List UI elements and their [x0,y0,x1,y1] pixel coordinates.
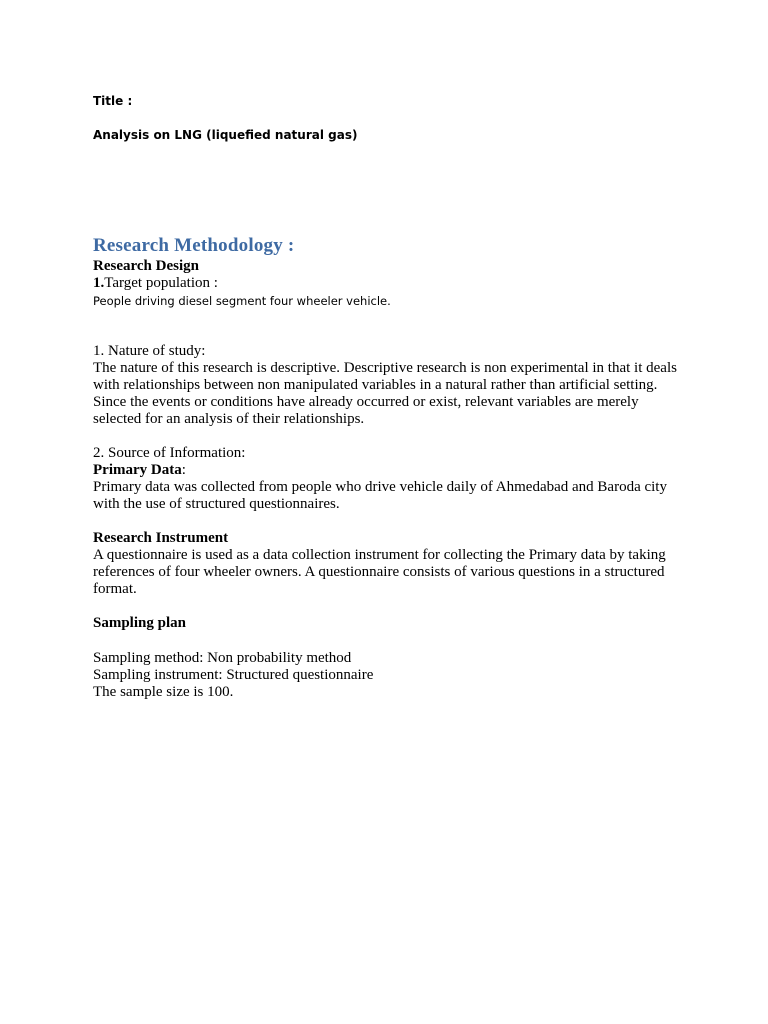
target-number: 1. [93,275,105,291]
target-population-value: People driving diesel segment four wheeler vehicle. [93,294,391,308]
primary-data-label: Primary Data [93,462,182,478]
sampling-instrument: Sampling instrument: Structured questionnaire [93,667,374,683]
section-heading: Research Methodology : [93,235,295,256]
title-label: Title : [93,94,133,108]
sampling-plan-heading: Sampling plan [93,615,186,631]
primary-data-line [93,462,186,479]
source-heading: 2. Source of Information: [93,445,246,461]
instrument-line-3: format. [93,581,137,597]
source-line-1: Primary data was collected from people who drive vehicle daily of Ahmedabad and Baroda city [93,479,667,495]
target-population-label: Target population : [104,275,218,291]
research-instrument-heading: Research Instrument [93,530,229,546]
instrument-line-1: A questionnaire is used as a data collection instrument for collecting the Primary data by taking [93,547,666,563]
document-title: Analysis on LNG (liquefied natural gas) [93,128,358,142]
research-design-heading: Research Design [93,258,199,274]
nature-line-1: The nature of this research is descriptive. Descriptive research is non experimental in that it deals [93,360,677,376]
target-population-line [93,275,218,292]
nature-line-4: selected for an analysis of their relationships. [93,411,365,427]
nature-of-study-heading: 1. Nature of study: [93,343,206,359]
nature-line-3: Since the events or conditions have already occurred or exist, relevant variables are merely [93,394,639,410]
primary-data-colon: : [181,462,186,478]
source-line-2: with the use of structured questionnaires. [93,496,340,512]
nature-line-2: with relationships between non manipulated variables in a natural rather than artificial setting. [93,377,658,393]
instrument-line-2: references of four wheeler owners. A questionnaire consists of various questions in a structured [93,564,665,580]
sample-size: The sample size is 100. [93,684,234,700]
sampling-method: Sampling method: Non probability method [93,650,352,666]
